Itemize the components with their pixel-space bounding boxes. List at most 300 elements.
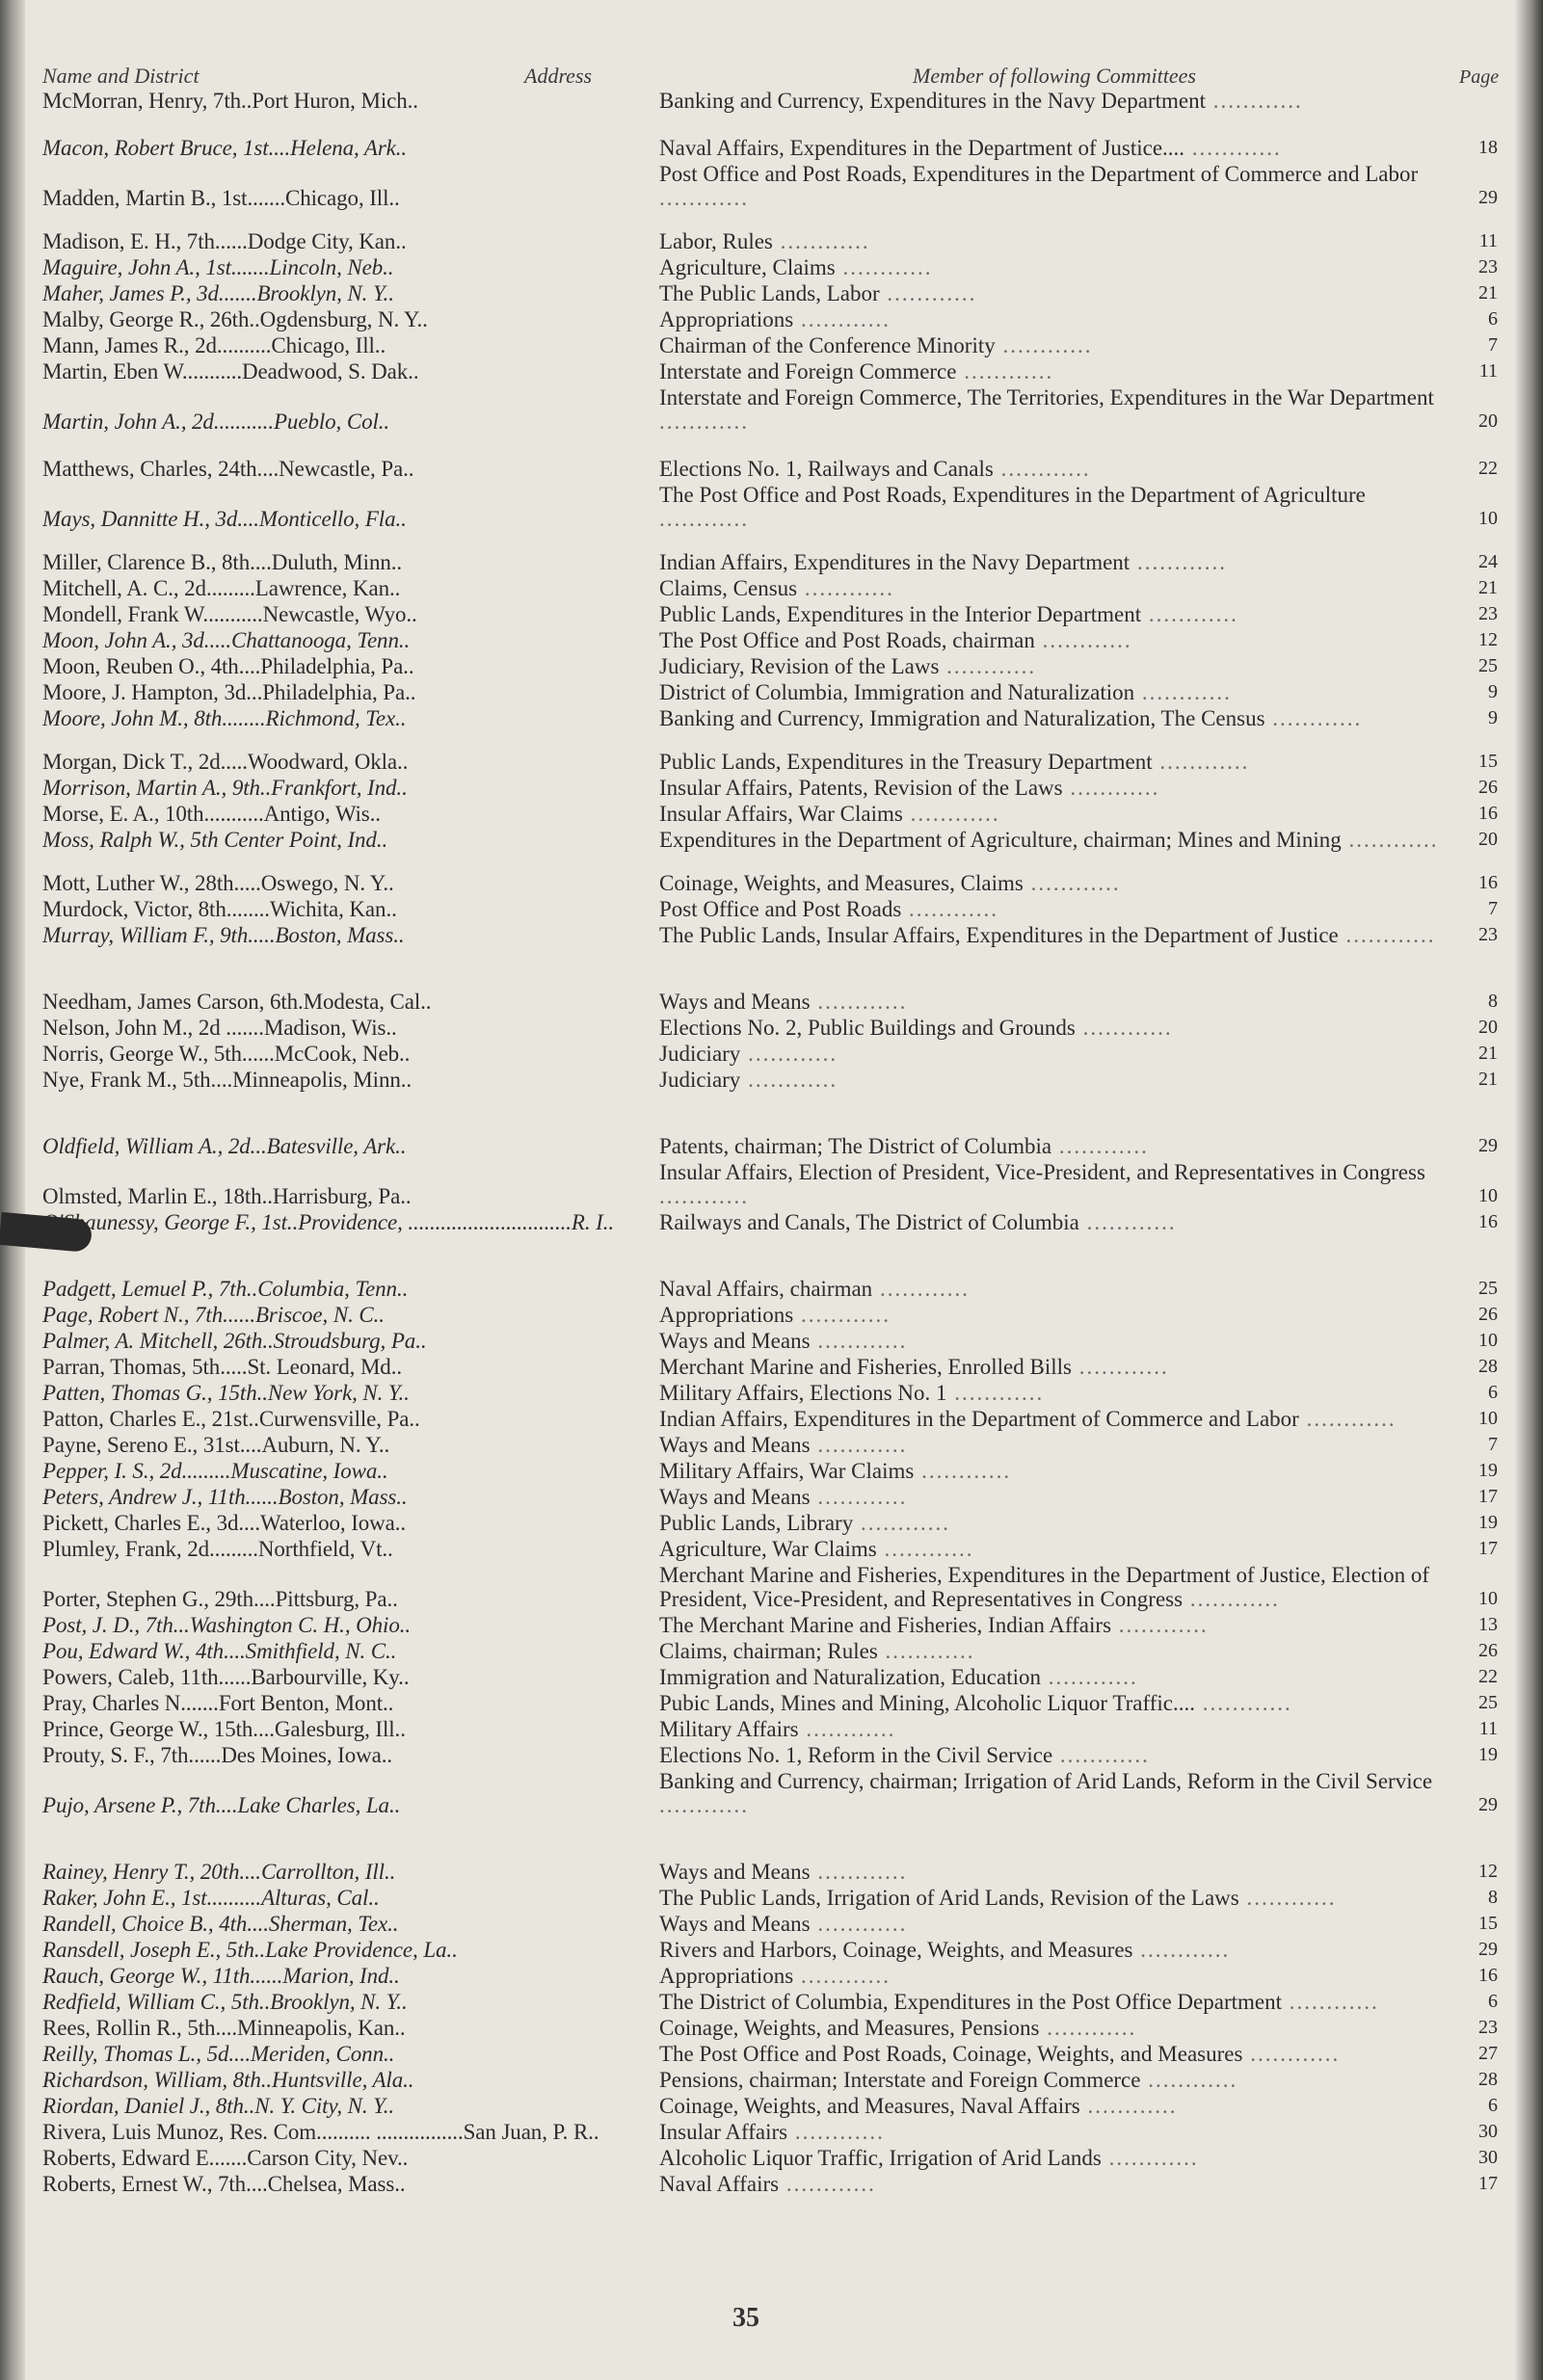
member-page-ref: 21 bbox=[1478, 1069, 1498, 1090]
member-row bbox=[42, 333, 1498, 357]
member-committees: Elections No. 2, Public Buildings and Grounds ............ bbox=[659, 1016, 1173, 1040]
member-row bbox=[42, 1381, 1498, 1405]
member-committees: Indian Affairs, Expenditures in the Department of Commerce and Labor ............ bbox=[659, 1407, 1397, 1431]
leader-dots: ............ bbox=[1075, 1016, 1173, 1040]
member-committees: Military Affairs ............ bbox=[659, 1717, 896, 1741]
member-page-ref: 18 bbox=[1478, 137, 1498, 158]
member-row bbox=[42, 1355, 1498, 1379]
member-committees: Insular Affairs ............ bbox=[659, 2120, 885, 2144]
member-name-address: Moore, John M., 8th........Richmond, Tex.. bbox=[42, 706, 407, 730]
leader-dots: ............ bbox=[956, 359, 1054, 383]
member-committees: Naval Affairs, Expenditures in the Department of Justice.... ............ bbox=[659, 136, 1282, 160]
member-committees: The Public Lands, Irrigation of Arid Lands, Revision of the Laws ............ bbox=[659, 1886, 1337, 1910]
member-page-ref: 16 bbox=[1478, 872, 1498, 893]
member-row bbox=[42, 1964, 1498, 1988]
leader-dots: ............ bbox=[835, 255, 933, 279]
member-page-ref: 21 bbox=[1478, 1043, 1498, 1064]
leader-dots: ............ bbox=[810, 1912, 908, 1936]
member-name-address: Pepper, I. S., 2d.........Muscatine, Iowa.. bbox=[42, 1459, 388, 1483]
leader-dots: ............ bbox=[1205, 89, 1303, 113]
member-page-ref: 10 bbox=[1478, 1588, 1498, 1609]
member-committees: Coinage, Weights, and Measures, Pensions ............ bbox=[659, 2016, 1137, 2040]
member-list bbox=[42, 89, 1498, 2215]
leader-dots: ............ bbox=[1111, 1613, 1209, 1637]
member-committees: The Post Office and Post Roads, chairman ............ bbox=[659, 628, 1132, 652]
leader-dots: ............ bbox=[1130, 550, 1227, 574]
leader-dots: ............ bbox=[659, 507, 749, 531]
member-row bbox=[42, 1160, 1498, 1208]
member-row bbox=[42, 136, 1498, 160]
leader-dots: ............ bbox=[1079, 2094, 1178, 2118]
member-name-address: Roberts, Edward E.......Carson City, Nev.. bbox=[42, 2146, 409, 2170]
member-committees: Indian Affairs, Expenditures in the Navy Department ............ bbox=[659, 550, 1227, 574]
member-row bbox=[42, 1277, 1498, 1301]
member-row bbox=[42, 1613, 1498, 1637]
member-row bbox=[42, 1563, 1498, 1611]
leader-dots: ............ bbox=[946, 1381, 1045, 1405]
member-name-address: Page, Robert N., 7th......Briscoe, N. C.. bbox=[42, 1303, 385, 1327]
leader-dots: ............ bbox=[1051, 1134, 1149, 1158]
member-row bbox=[42, 2172, 1498, 2196]
member-page-ref: 17 bbox=[1478, 2173, 1498, 2194]
member-row bbox=[42, 1407, 1498, 1431]
member-name-address: Moss, Ralph W., 5th Center Point, Ind.. bbox=[42, 828, 388, 852]
member-row bbox=[42, 628, 1498, 652]
group-spacer bbox=[42, 436, 1498, 457]
leader-dots: ............ bbox=[787, 2120, 885, 2144]
member-row bbox=[42, 359, 1498, 383]
member-name-address: Moore, J. Hampton, 3d...Philadelphia, Pa.. bbox=[42, 680, 416, 704]
member-row bbox=[42, 602, 1498, 626]
member-page-ref: 15 bbox=[1478, 1913, 1498, 1934]
member-committees: Insular Affairs, War Claims ............ bbox=[659, 802, 1000, 826]
member-row bbox=[42, 1769, 1498, 1817]
binding-right-edge bbox=[1514, 0, 1543, 2380]
member-committees: Judiciary ............ bbox=[659, 1042, 838, 1066]
member-name-address: Matthews, Charles, 24th....Newcastle, Pa.. bbox=[42, 457, 414, 481]
member-page-ref: 29 bbox=[1478, 1794, 1498, 1815]
member-name-address: Martin, John A., 2d...........Pueblo, Col.. bbox=[42, 410, 390, 434]
member-committees: Coinage, Weights, and Measures, Claims ............ bbox=[659, 871, 1121, 895]
header-address: Address bbox=[524, 64, 593, 88]
leader-dots: ............ bbox=[1152, 750, 1250, 774]
member-name-address: Olmsted, Marlin E., 18th..Harrisburg, Pa.. bbox=[42, 1184, 412, 1208]
member-page-ref: 25 bbox=[1478, 655, 1498, 676]
member-row bbox=[42, 550, 1498, 574]
member-row bbox=[42, 385, 1498, 434]
member-page-ref: 16 bbox=[1478, 1211, 1498, 1232]
member-name-address: Maguire, John A., 1st.......Lincoln, Neb.. bbox=[42, 255, 394, 279]
leader-dots: ............ bbox=[1195, 1691, 1292, 1715]
member-page-ref: 6 bbox=[1488, 2095, 1498, 2116]
member-row bbox=[42, 2042, 1498, 2066]
member-committees: Ways and Means ............ bbox=[659, 990, 908, 1014]
member-page-ref: 15 bbox=[1478, 751, 1498, 772]
leader-dots: ............ bbox=[901, 897, 999, 921]
member-name-address: Powers, Caleb, 11th......Barbourville, Ky.. bbox=[42, 1665, 410, 1689]
leader-dots: ............ bbox=[740, 1042, 838, 1066]
leader-dots: ............ bbox=[1184, 136, 1282, 160]
member-name-address: Mays, Dannitte H., 3d....Monticello, Fla.. bbox=[42, 507, 407, 531]
leader-dots: ............ bbox=[1264, 706, 1363, 730]
member-name-address: Murdock, Victor, 8th........Wichita, Kan.. bbox=[42, 897, 397, 921]
member-name-address: Mott, Luther W., 28th.....Oswego, N. Y.. bbox=[42, 871, 394, 895]
member-name-address: Maher, James P., 3d.......Brooklyn, N. Y.. bbox=[42, 281, 394, 305]
member-committees: Judiciary, Revision of the Laws ............ bbox=[659, 654, 1037, 678]
member-page-ref: 30 bbox=[1478, 2121, 1498, 2142]
member-name-address: Plumley, Frank, 2d.........Northfield, Vt.. bbox=[42, 1537, 393, 1561]
leader-dots: ............ bbox=[793, 307, 891, 331]
member-name-address: Ransdell, Joseph E., 5th..Lake Providence, La.. bbox=[42, 1938, 458, 1962]
member-committees: Appropriations ............ bbox=[659, 1964, 891, 1988]
member-page-ref: 23 bbox=[1478, 256, 1498, 278]
member-page-ref: 7 bbox=[1488, 898, 1498, 919]
member-name-address: Madison, E. H., 7th......Dodge City, Kan.. bbox=[42, 229, 407, 253]
member-page-ref: 25 bbox=[1478, 1692, 1498, 1713]
member-row bbox=[42, 1329, 1498, 1353]
member-page-ref: 27 bbox=[1478, 2043, 1498, 2064]
member-committees: Merchant Marine and Fisheries, Expenditures in the Department of Justice, Election of President, Vice-President, and Representatives in Congress ............ bbox=[659, 1563, 1430, 1611]
member-row bbox=[42, 162, 1498, 210]
member-name-address: Needham, James Carson, 6th.Modesta, Cal.. bbox=[42, 990, 432, 1014]
member-name-address: Prince, George W., 15th....Galesburg, Ill.. bbox=[42, 1717, 406, 1741]
member-page-ref: 10 bbox=[1478, 1185, 1498, 1206]
member-page-ref: 7 bbox=[1488, 1434, 1498, 1455]
leader-dots: ............ bbox=[810, 1860, 908, 1884]
member-committees: Military Affairs, War Claims ............ bbox=[659, 1459, 1012, 1483]
member-row bbox=[42, 2094, 1498, 2118]
member-name-address: Nelson, John M., 2d .......Madison, Wis.. bbox=[42, 1016, 397, 1040]
leader-dots: ............ bbox=[939, 654, 1037, 678]
leader-dots: ............ bbox=[1238, 1886, 1337, 1910]
leader-dots: ............ bbox=[1101, 2146, 1199, 2170]
member-row bbox=[42, 457, 1498, 481]
member-committees: Elections No. 1, Railways and Canals ............ bbox=[659, 457, 1091, 481]
member-page-ref: 29 bbox=[1478, 1135, 1498, 1156]
leader-dots: ............ bbox=[779, 2172, 876, 2196]
member-committees: Insular Affairs, Patents, Revision of the Laws ............ bbox=[659, 776, 1160, 800]
member-row bbox=[42, 483, 1498, 531]
member-row bbox=[42, 990, 1498, 1014]
member-row bbox=[42, 2146, 1498, 2170]
leader-dots: ............ bbox=[995, 333, 1093, 357]
member-committees: Immigration and Naturalization, Education ............ bbox=[659, 1665, 1138, 1689]
member-row bbox=[42, 1068, 1498, 1092]
member-page-ref: 12 bbox=[1478, 1861, 1498, 1882]
member-row bbox=[42, 1938, 1498, 1962]
member-name-address: Martin, Eben W...........Deadwood, S. Dak.. bbox=[42, 359, 419, 383]
leader-dots: ............ bbox=[797, 576, 894, 600]
member-name-address: Mitchell, A. C., 2d.........Lawrence, Kan.. bbox=[42, 576, 401, 600]
member-page-ref: 13 bbox=[1478, 1614, 1498, 1635]
member-name-address: Prouty, S. F., 7th......Des Moines, Iowa.. bbox=[42, 1743, 393, 1767]
member-row bbox=[42, 1459, 1498, 1483]
member-page-ref: 26 bbox=[1478, 1640, 1498, 1661]
leader-dots: ............ bbox=[1071, 1355, 1169, 1379]
member-name-address: Rivera, Luis Munoz, Res. Com.......... ................San Juan, P. R.. bbox=[42, 2120, 599, 2144]
group-spacer bbox=[42, 1094, 1498, 1134]
member-row bbox=[42, 1042, 1498, 1066]
member-page-ref: 19 bbox=[1478, 1512, 1498, 1533]
member-committees: Patents, chairman; The District of Columbia ............ bbox=[659, 1134, 1149, 1158]
member-committees: The Public Lands, Insular Affairs, Expenditures in the Department of Justice ............ bbox=[659, 923, 1436, 947]
member-page-ref: 21 bbox=[1478, 577, 1498, 598]
member-row bbox=[42, 2068, 1498, 2092]
member-row bbox=[42, 828, 1498, 852]
leader-dots: ............ bbox=[1078, 1210, 1177, 1234]
member-committees: The Post Office and Post Roads, Coinage, Weights, and Measures ............ bbox=[659, 2042, 1341, 2066]
group-spacer bbox=[42, 949, 1498, 990]
member-row bbox=[42, 802, 1498, 826]
group-spacer bbox=[42, 2198, 1498, 2215]
member-row bbox=[42, 1665, 1498, 1689]
member-name-address: Macon, Robert Bruce, 1st....Helena, Ark.. bbox=[42, 136, 408, 160]
member-page-ref: 9 bbox=[1488, 681, 1498, 702]
member-page-ref: 19 bbox=[1478, 1744, 1498, 1765]
member-page-ref: 11 bbox=[1478, 1718, 1498, 1739]
leader-dots: ............ bbox=[876, 1537, 974, 1561]
member-committees: Pensions, chairman; Interstate and Foreign Commerce ............ bbox=[659, 2068, 1238, 2092]
member-row bbox=[42, 871, 1498, 895]
member-row bbox=[42, 923, 1498, 947]
leader-dots: ............ bbox=[902, 802, 1000, 826]
member-name-address: Randell, Choice B., 4th....Sherman, Tex.. bbox=[42, 1912, 399, 1936]
member-committees: Ways and Means ............ bbox=[659, 1860, 908, 1884]
member-name-address: Rainey, Henry T., 20th....Carrollton, Ill.. bbox=[42, 1860, 396, 1884]
member-committees: Expenditures in the Department of Agriculture, chairman; Mines and Mining ............ bbox=[659, 828, 1439, 852]
member-row bbox=[42, 1134, 1498, 1158]
member-name-address: O'Shaunessy, George F., 1st..Providence, ..............................R. I.. bbox=[42, 1210, 615, 1234]
member-name-address: Parran, Thomas, 5th.....St. Leonard, Md.. bbox=[42, 1355, 403, 1379]
member-name-address: Patton, Charles E., 21st..Curwensville, Pa.. bbox=[42, 1407, 420, 1431]
member-page-ref: 30 bbox=[1478, 2147, 1498, 2168]
member-page-ref: 22 bbox=[1478, 1666, 1498, 1687]
member-committees: Agriculture, Claims ............ bbox=[659, 255, 933, 279]
column-header bbox=[42, 54, 1498, 89]
member-name-address: Rauch, George W., 11th......Marion, Ind.. bbox=[42, 1964, 400, 1988]
member-committees: Rivers and Harbors, Coinage, Weights, and Measures ............ bbox=[659, 1938, 1231, 1962]
member-name-address: Padgett, Lemuel P., 7th..Columbia, Tenn.. bbox=[42, 1277, 409, 1301]
member-committees: Public Lands, Expenditures in the Treasury Department ............ bbox=[659, 750, 1250, 774]
member-row bbox=[42, 776, 1498, 800]
member-name-address: Miller, Clarence B., 8th....Duluth, Minn.. bbox=[42, 550, 403, 574]
leader-dots: ............ bbox=[1298, 1407, 1397, 1431]
member-row bbox=[42, 1016, 1498, 1040]
member-page-ref: 12 bbox=[1478, 629, 1498, 650]
leader-dots: ............ bbox=[1041, 1665, 1138, 1689]
page-number: 35 bbox=[732, 2303, 759, 2333]
member-name-address: Mondell, Frank W...........Newcastle, Wyo.. bbox=[42, 602, 417, 626]
leader-dots: ............ bbox=[772, 229, 870, 253]
member-row bbox=[42, 750, 1498, 774]
leader-dots: ............ bbox=[853, 1511, 950, 1535]
member-name-address: Norris, George W., 5th......McCook, Neb.. bbox=[42, 1042, 411, 1066]
member-row bbox=[42, 1303, 1498, 1327]
member-name-address: Pray, Charles N.......Fort Benton, Mont.. bbox=[42, 1691, 394, 1715]
group-spacer bbox=[42, 212, 1498, 229]
member-committees: Ways and Means ............ bbox=[659, 1433, 908, 1457]
member-page-ref: 23 bbox=[1478, 2017, 1498, 2038]
member-name-address: Richardson, William, 8th..Huntsville, Ala.. bbox=[42, 2068, 414, 2092]
member-name-address: Malby, George R., 26th..Ogdensburg, N. Y.. bbox=[42, 307, 428, 331]
member-committees: Ways and Means ............ bbox=[659, 1485, 908, 1509]
leader-dots: ............ bbox=[810, 1329, 908, 1353]
group-spacer bbox=[42, 533, 1498, 550]
member-committees: Alcoholic Liquor Traffic, Irrigation of Arid Lands ............ bbox=[659, 2146, 1199, 2170]
member-name-address: Palmer, A. Mitchell, 26th..Stroudsburg, Pa.. bbox=[42, 1329, 427, 1353]
member-committees: Post Office and Post Roads, Expenditures in the Department of Commerce and Labor ............ bbox=[659, 162, 1419, 210]
leader-dots: ............ bbox=[1242, 2042, 1341, 2066]
leader-dots: ............ bbox=[1062, 776, 1160, 800]
member-page-ref: 29 bbox=[1478, 187, 1498, 208]
member-committees: Appropriations ............ bbox=[659, 1303, 891, 1327]
member-name-address: McMorran, Henry, 7th..Port Huron, Mich.. bbox=[42, 89, 418, 113]
member-row bbox=[42, 307, 1498, 331]
member-committees: Interstate and Foreign Commerce ............ bbox=[659, 359, 1054, 383]
leader-dots: ............ bbox=[872, 1277, 970, 1301]
member-committees: The Merchant Marine and Fisheries, Indian Affairs ............ bbox=[659, 1613, 1209, 1637]
member-page-ref: 11 bbox=[1478, 360, 1498, 382]
member-committees: Judiciary ............ bbox=[659, 1068, 838, 1092]
member-name-address: Madden, Martin B., 1st.......Chicago, Ill.. bbox=[42, 186, 400, 210]
member-page-ref: 11 bbox=[1478, 230, 1498, 251]
leader-dots: ............ bbox=[793, 1964, 891, 1988]
header-committees: Member of following Committees bbox=[913, 64, 1196, 88]
member-page-ref: 28 bbox=[1478, 2069, 1498, 2090]
member-row bbox=[42, 1433, 1498, 1457]
leader-dots: ............ bbox=[1039, 2016, 1137, 2040]
member-row bbox=[42, 1511, 1498, 1535]
member-committees: Insular Affairs, Election of President, Vice-President, and Representatives in Congress ............ bbox=[659, 1160, 1425, 1208]
member-committees: Merchant Marine and Fisheries, Enrolled Bills ............ bbox=[659, 1355, 1169, 1379]
member-page-ref: 6 bbox=[1488, 1991, 1498, 2012]
member-name-address: Nye, Frank M., 5th....Minneapolis, Minn.. bbox=[42, 1068, 412, 1092]
member-name-address: Pou, Edward W., 4th....Smithfield, N. C.. bbox=[42, 1639, 397, 1663]
leader-dots: ............ bbox=[740, 1068, 838, 1092]
member-name-address: Reilly, Thomas L., 5d....Meriden, Conn.. bbox=[42, 2042, 395, 2066]
leader-dots: ............ bbox=[1341, 828, 1439, 852]
member-name-address: Pickett, Charles E., 3d....Waterloo, Iowa.. bbox=[42, 1511, 407, 1535]
member-committees: Claims, Census ............ bbox=[659, 576, 894, 600]
member-name-address: Riordan, Daniel J., 8th..N. Y. City, N. Y.. bbox=[42, 2094, 395, 2118]
member-committees: Elections No. 1, Reform in the Civil Service ............ bbox=[659, 1743, 1150, 1767]
leader-dots: ............ bbox=[1052, 1743, 1150, 1767]
member-committees: Appropriations ............ bbox=[659, 307, 891, 331]
leader-dots: ............ bbox=[914, 1459, 1012, 1483]
leader-dots: ............ bbox=[659, 410, 749, 434]
leader-dots: ............ bbox=[1141, 602, 1238, 626]
member-name-address: Redfield, William C., 5th..Brooklyn, N. Y.. bbox=[42, 1990, 408, 2014]
member-name-address: Roberts, Ernest W., 7th....Chelsea, Mass.. bbox=[42, 2172, 406, 2196]
leader-dots: ............ bbox=[659, 1793, 749, 1817]
leader-dots: ............ bbox=[993, 457, 1091, 481]
member-committees: Labor, Rules ............ bbox=[659, 229, 870, 253]
member-name-address: Peters, Andrew J., 11th......Boston, Mass.. bbox=[42, 1485, 408, 1509]
group-spacer bbox=[42, 1236, 1498, 1277]
member-page-ref: 16 bbox=[1478, 803, 1498, 824]
member-row bbox=[42, 654, 1498, 678]
member-page-ref: 8 bbox=[1488, 991, 1498, 1012]
leader-dots: ............ bbox=[798, 1717, 896, 1741]
member-committees: District of Columbia, Immigration and Naturalization ............ bbox=[659, 680, 1232, 704]
member-row bbox=[42, 1886, 1498, 1910]
member-page-ref: 23 bbox=[1478, 924, 1498, 945]
member-row bbox=[42, 1912, 1498, 1936]
member-row bbox=[42, 1990, 1498, 2014]
binding-left-edge bbox=[0, 0, 25, 2380]
leader-dots: ............ bbox=[1338, 923, 1436, 947]
member-row bbox=[42, 1717, 1498, 1741]
member-row bbox=[42, 1210, 1498, 1234]
leader-dots: ............ bbox=[793, 1303, 891, 1327]
member-committees: Pubic Lands, Mines and Mining, Alcoholic Liquor Traffic.... ............ bbox=[659, 1691, 1292, 1715]
member-name-address: Mann, James R., 2d..........Chicago, Ill.. bbox=[42, 333, 386, 357]
member-committees: The District of Columbia, Expenditures in the Post Office Department ............ bbox=[659, 1990, 1379, 2014]
member-row bbox=[42, 281, 1498, 305]
leader-dots: ............ bbox=[1034, 628, 1132, 652]
member-row bbox=[42, 1485, 1498, 1509]
member-committees: The Post Office and Post Roads, Expenditures in the Department of Agriculture ............ bbox=[659, 483, 1366, 531]
member-name-address: Pujo, Arsene P., 7th....Lake Charles, La.. bbox=[42, 1793, 401, 1817]
member-committees: The Public Lands, Labor ............ bbox=[659, 281, 977, 305]
member-name-address: Morrison, Martin A., 9th..Frankfort, Ind.. bbox=[42, 776, 408, 800]
document-page bbox=[42, 54, 1498, 2215]
leader-dots: ............ bbox=[659, 186, 749, 210]
member-name-address: Payne, Sereno E., 31st....Auburn, N. Y.. bbox=[42, 1433, 390, 1457]
member-page-ref: 10 bbox=[1478, 508, 1498, 529]
member-committees: Chairman of the Conference Minority ............ bbox=[659, 333, 1093, 357]
member-committees: Military Affairs, Elections No. 1 ............ bbox=[659, 1381, 1045, 1405]
member-page-ref: 8 bbox=[1488, 1887, 1498, 1908]
member-row bbox=[42, 1860, 1498, 1884]
member-name-address: Murray, William F., 9th.....Boston, Mass.. bbox=[42, 923, 405, 947]
member-committees: Public Lands, Library ............ bbox=[659, 1511, 950, 1535]
member-committees: Banking and Currency, Expenditures in the Navy Department ............ bbox=[659, 89, 1303, 113]
member-committees: Interstate and Foreign Commerce, The Territories, Expenditures in the War Department ............ bbox=[659, 385, 1434, 434]
leader-dots: ............ bbox=[1134, 680, 1232, 704]
member-page-ref: 17 bbox=[1478, 1486, 1498, 1507]
member-committees: Banking and Currency, chairman; Irrigation of Arid Lands, Reform in the Civil Service ............ bbox=[659, 1769, 1433, 1817]
leader-dots: ............ bbox=[879, 281, 977, 305]
member-page-ref: 26 bbox=[1478, 1304, 1498, 1325]
member-page-ref: 21 bbox=[1478, 282, 1498, 304]
leader-dots: ............ bbox=[810, 1485, 908, 1509]
member-page-ref: 28 bbox=[1478, 1356, 1498, 1377]
group-spacer bbox=[42, 854, 1498, 871]
member-page-ref: 26 bbox=[1478, 777, 1498, 798]
member-page-ref: 20 bbox=[1478, 410, 1498, 432]
leader-dots: ............ bbox=[1282, 1990, 1379, 2014]
member-row bbox=[42, 255, 1498, 279]
member-page-ref: 25 bbox=[1478, 1278, 1498, 1299]
leader-dots: ............ bbox=[1132, 1938, 1231, 1962]
member-name-address: Morgan, Dick T., 2d.....Woodward, Okla.. bbox=[42, 750, 409, 774]
member-name-address: Morse, E. A., 10th...........Antigo, Wis.. bbox=[42, 802, 381, 826]
member-name-address: Rees, Rollin R., 5th....Minneapolis, Kan.. bbox=[42, 2016, 406, 2040]
member-committees: Claims, chairman; Rules ............ bbox=[659, 1639, 975, 1663]
leader-dots: ............ bbox=[1140, 2068, 1238, 2092]
member-row bbox=[42, 1691, 1498, 1715]
member-row bbox=[42, 1537, 1498, 1561]
member-row bbox=[42, 89, 1498, 113]
member-page-ref: 24 bbox=[1478, 551, 1498, 572]
group-spacer bbox=[42, 1819, 1498, 1860]
member-page-ref: 20 bbox=[1478, 1017, 1498, 1038]
member-row bbox=[42, 706, 1498, 730]
member-name-address: Oldfield, William A., 2d...Batesville, Ark.. bbox=[42, 1134, 407, 1158]
member-row bbox=[42, 1743, 1498, 1767]
member-page-ref: 23 bbox=[1478, 603, 1498, 624]
